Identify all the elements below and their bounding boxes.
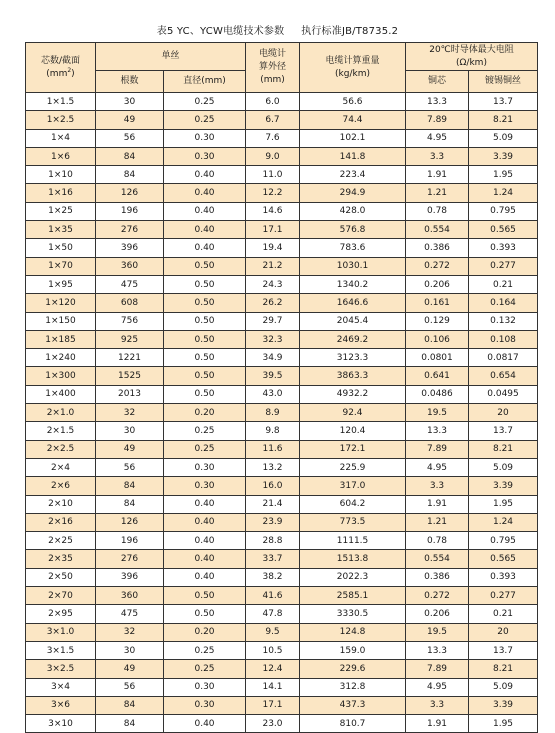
cell-wire-count: 32: [96, 623, 164, 641]
table-row: [26, 385, 538, 403]
cell-wire-count: 49: [96, 440, 164, 458]
cell-wire-diameter: 0.40: [164, 532, 246, 550]
cell-wire-count: 396: [96, 568, 164, 586]
cell-wire-diameter: 0.25: [164, 440, 246, 458]
cell-copper-resistance: 0.0801: [406, 349, 469, 367]
cell-outer-diameter: 14.6: [246, 202, 300, 220]
cell-copper-resistance: 0.641: [406, 367, 469, 385]
cell-wire-count: 84: [96, 166, 164, 184]
cell-outer-diameter: 6.0: [246, 93, 300, 111]
cell-weight: 56.6: [300, 93, 406, 111]
header-tinned-copper: 镀锡铜丝: [469, 71, 538, 93]
cell-wire-diameter: 0.40: [164, 495, 246, 513]
cell-weight: 124.8: [300, 623, 406, 641]
cell-copper-resistance: 19.5: [406, 404, 469, 422]
cell-core: 1×16: [26, 184, 96, 202]
cell-copper-resistance: 1.21: [406, 513, 469, 531]
cell-wire-diameter: 0.50: [164, 605, 246, 623]
cell-tinned-resistance: 5.09: [469, 678, 538, 696]
cell-tinned-resistance: 0.0495: [469, 385, 538, 403]
cell-weight: 223.4: [300, 166, 406, 184]
cell-copper-resistance: 0.386: [406, 568, 469, 586]
cell-wire-diameter: 0.25: [164, 641, 246, 659]
cell-copper-resistance: 1.91: [406, 495, 469, 513]
cell-outer-diameter: 8.9: [246, 404, 300, 422]
cell-outer-diameter: 19.4: [246, 239, 300, 257]
cell-tinned-resistance: 1.95: [469, 166, 538, 184]
table-row: [26, 184, 538, 202]
cell-outer-diameter: 38.2: [246, 568, 300, 586]
cell-copper-resistance: 0.106: [406, 330, 469, 348]
table-row: [26, 513, 538, 531]
cell-weight: 92.4: [300, 404, 406, 422]
cell-tinned-resistance: 0.393: [469, 568, 538, 586]
table-row: [26, 367, 538, 385]
cell-weight: 1513.8: [300, 550, 406, 568]
cell-core: 3×4: [26, 678, 96, 696]
header-resistance: 20℃时导体最大电阻 (Ω/km): [406, 43, 538, 71]
header-core-label: 芯数/截面: [40, 55, 81, 66]
table-row: [26, 550, 538, 568]
cell-core: 2×2.5: [26, 440, 96, 458]
cell-weight: 317.0: [300, 477, 406, 495]
cell-weight: 2585.1: [300, 587, 406, 605]
cell-wire-diameter: 0.40: [164, 202, 246, 220]
cell-outer-diameter: 9.8: [246, 422, 300, 440]
cell-copper-resistance: 13.3: [406, 422, 469, 440]
cell-tinned-resistance: 0.277: [469, 257, 538, 275]
table-row: [26, 660, 538, 678]
cell-weight: 3863.3: [300, 367, 406, 385]
table-row: [26, 330, 538, 348]
cell-weight: 229.6: [300, 660, 406, 678]
cell-outer-diameter: 24.3: [246, 275, 300, 293]
cell-tinned-resistance: 0.795: [469, 202, 538, 220]
cell-core: 3×1.0: [26, 623, 96, 641]
cell-outer-diameter: 14.1: [246, 678, 300, 696]
cell-weight: 783.6: [300, 239, 406, 257]
cell-tinned-resistance: 8.21: [469, 111, 538, 129]
header-copper: 铜芯: [406, 71, 469, 93]
cell-copper-resistance: 4.95: [406, 678, 469, 696]
table-row: [26, 239, 538, 257]
header-weight: 电缆计算重量 (kg/km): [300, 43, 406, 93]
cell-copper-resistance: 7.89: [406, 660, 469, 678]
cell-wire-diameter: 0.40: [164, 513, 246, 531]
cell-wire-count: 30: [96, 93, 164, 111]
cell-outer-diameter: 16.0: [246, 477, 300, 495]
cell-wire-count: 126: [96, 184, 164, 202]
cell-weight: 159.0: [300, 641, 406, 659]
cell-wire-diameter: 0.25: [164, 422, 246, 440]
cell-core: 2×1.0: [26, 404, 96, 422]
cell-wire-diameter: 0.50: [164, 312, 246, 330]
cable-spec-table: [25, 42, 538, 733]
cell-core: 1×4: [26, 129, 96, 147]
cell-wire-count: 276: [96, 550, 164, 568]
cell-wire-count: 360: [96, 587, 164, 605]
cell-tinned-resistance: 0.21: [469, 275, 538, 293]
cell-wire-diameter: 0.50: [164, 275, 246, 293]
cell-core: 2×1.5: [26, 422, 96, 440]
cell-wire-diameter: 0.30: [164, 147, 246, 165]
cell-outer-diameter: 32.3: [246, 330, 300, 348]
cell-core: 2×95: [26, 605, 96, 623]
cell-wire-count: 30: [96, 422, 164, 440]
cell-wire-diameter: 0.30: [164, 696, 246, 714]
table-row: [26, 678, 538, 696]
cell-wire-diameter: 0.20: [164, 623, 246, 641]
cell-outer-diameter: 21.2: [246, 257, 300, 275]
cell-wire-diameter: 0.25: [164, 660, 246, 678]
table-row: [26, 312, 538, 330]
cell-outer-diameter: 11.6: [246, 440, 300, 458]
cell-copper-resistance: 1.21: [406, 184, 469, 202]
cell-wire-count: 49: [96, 660, 164, 678]
cell-tinned-resistance: 5.09: [469, 458, 538, 476]
cell-weight: 2022.3: [300, 568, 406, 586]
table-row: [26, 111, 538, 129]
table-row: [26, 532, 538, 550]
cell-weight: 428.0: [300, 202, 406, 220]
cell-copper-resistance: 0.161: [406, 294, 469, 312]
table-row: [26, 294, 538, 312]
cell-wire-count: 30: [96, 641, 164, 659]
cell-outer-diameter: 34.9: [246, 349, 300, 367]
cell-core: 1×400: [26, 385, 96, 403]
cell-core: 1×185: [26, 330, 96, 348]
cell-weight: 810.7: [300, 715, 406, 733]
cell-tinned-resistance: 8.21: [469, 660, 538, 678]
cell-weight: 4932.2: [300, 385, 406, 403]
cell-core: 2×25: [26, 532, 96, 550]
cell-wire-count: 84: [96, 696, 164, 714]
cell-copper-resistance: 7.89: [406, 440, 469, 458]
cell-core: 3×6: [26, 696, 96, 714]
cell-copper-resistance: 4.95: [406, 129, 469, 147]
cell-copper-resistance: 0.272: [406, 257, 469, 275]
cell-wire-diameter: 0.30: [164, 678, 246, 696]
cell-wire-diameter: 0.50: [164, 367, 246, 385]
cell-wire-diameter: 0.50: [164, 330, 246, 348]
cell-weight: 437.3: [300, 696, 406, 714]
cell-core: 1×70: [26, 257, 96, 275]
table-row: [26, 568, 538, 586]
cell-weight: 576.8: [300, 221, 406, 239]
cell-wire-diameter: 0.30: [164, 458, 246, 476]
cell-wire-diameter: 0.30: [164, 129, 246, 147]
cell-wire-count: 2013: [96, 385, 164, 403]
cell-weight: 225.9: [300, 458, 406, 476]
cell-wire-count: 1525: [96, 367, 164, 385]
cell-weight: 2045.4: [300, 312, 406, 330]
cell-outer-diameter: 21.4: [246, 495, 300, 513]
cell-wire-diameter: 0.40: [164, 550, 246, 568]
cell-outer-diameter: 13.2: [246, 458, 300, 476]
cell-copper-resistance: 3.3: [406, 477, 469, 495]
cell-core: 2×35: [26, 550, 96, 568]
cell-copper-resistance: 4.95: [406, 458, 469, 476]
cell-core: 1×6: [26, 147, 96, 165]
cell-tinned-resistance: 13.7: [469, 641, 538, 659]
cell-copper-resistance: 0.386: [406, 239, 469, 257]
cell-wire-count: 396: [96, 239, 164, 257]
table-row: [26, 147, 538, 165]
table-row: [26, 641, 538, 659]
cell-outer-diameter: 9.5: [246, 623, 300, 641]
cell-wire-count: 475: [96, 605, 164, 623]
cell-copper-resistance: 0.78: [406, 202, 469, 220]
table-row: [26, 477, 538, 495]
cell-wire-diameter: 0.40: [164, 221, 246, 239]
cell-wire-count: 32: [96, 404, 164, 422]
cell-tinned-resistance: 1.24: [469, 184, 538, 202]
cell-weight: 1030.1: [300, 257, 406, 275]
cell-outer-diameter: 39.5: [246, 367, 300, 385]
cell-copper-resistance: 1.91: [406, 166, 469, 184]
cell-wire-diameter: 0.40: [164, 568, 246, 586]
cell-outer-diameter: 43.0: [246, 385, 300, 403]
cell-wire-diameter: 0.40: [164, 184, 246, 202]
cell-core: 2×4: [26, 458, 96, 476]
table-row: [26, 93, 538, 111]
cell-wire-diameter: 0.30: [164, 477, 246, 495]
cell-copper-resistance: 19.5: [406, 623, 469, 641]
cell-copper-resistance: 0.78: [406, 532, 469, 550]
cell-core: 3×10: [26, 715, 96, 733]
cell-weight: 773.5: [300, 513, 406, 531]
cell-outer-diameter: 7.6: [246, 129, 300, 147]
cell-outer-diameter: 28.8: [246, 532, 300, 550]
cell-tinned-resistance: 0.277: [469, 587, 538, 605]
cell-tinned-resistance: 0.654: [469, 367, 538, 385]
cell-outer-diameter: 23.0: [246, 715, 300, 733]
cell-tinned-resistance: 0.164: [469, 294, 538, 312]
table-row: [26, 129, 538, 147]
cell-tinned-resistance: 8.21: [469, 440, 538, 458]
cell-outer-diameter: 26.2: [246, 294, 300, 312]
cell-wire-diameter: 0.25: [164, 93, 246, 111]
cell-copper-resistance: 0.554: [406, 221, 469, 239]
cell-core: 1×300: [26, 367, 96, 385]
cell-wire-count: 126: [96, 513, 164, 531]
cell-wire-count: 925: [96, 330, 164, 348]
table-body: [26, 93, 538, 733]
cell-wire-diameter: 0.50: [164, 587, 246, 605]
cell-outer-diameter: 41.6: [246, 587, 300, 605]
cell-wire-count: 84: [96, 715, 164, 733]
cell-wire-count: 56: [96, 678, 164, 696]
cell-wire-count: 49: [96, 111, 164, 129]
cell-wire-diameter: 0.25: [164, 111, 246, 129]
cell-core: 3×1.5: [26, 641, 96, 659]
cell-tinned-resistance: 0.132: [469, 312, 538, 330]
cell-tinned-resistance: 0.795: [469, 532, 538, 550]
cell-tinned-resistance: 1.24: [469, 513, 538, 531]
cell-weight: 3330.5: [300, 605, 406, 623]
cell-core: 1×25: [26, 202, 96, 220]
cell-outer-diameter: 17.1: [246, 696, 300, 714]
cell-core: 1×2.5: [26, 111, 96, 129]
table-row: [26, 257, 538, 275]
cell-wire-diameter: 0.20: [164, 404, 246, 422]
cell-wire-count: 276: [96, 221, 164, 239]
table-row: [26, 587, 538, 605]
cell-core: 1×120: [26, 294, 96, 312]
cell-wire-diameter: 0.40: [164, 166, 246, 184]
cell-tinned-resistance: 0.21: [469, 605, 538, 623]
cell-core: 2×70: [26, 587, 96, 605]
cell-weight: 1646.6: [300, 294, 406, 312]
header-core: [26, 43, 96, 93]
cell-core: 2×16: [26, 513, 96, 531]
cell-tinned-resistance: 13.7: [469, 422, 538, 440]
cell-wire-count: 84: [96, 147, 164, 165]
cell-weight: 74.4: [300, 111, 406, 129]
cell-copper-resistance: 13.3: [406, 93, 469, 111]
cell-tinned-resistance: 3.39: [469, 696, 538, 714]
cell-copper-resistance: 1.91: [406, 715, 469, 733]
cell-weight: 1340.2: [300, 275, 406, 293]
cell-copper-resistance: 0.206: [406, 605, 469, 623]
cell-core: 3×2.5: [26, 660, 96, 678]
cell-outer-diameter: 6.7: [246, 111, 300, 129]
cell-core: 2×50: [26, 568, 96, 586]
cell-wire-count: 196: [96, 532, 164, 550]
table-row: [26, 422, 538, 440]
cell-weight: 312.8: [300, 678, 406, 696]
cell-weight: 141.8: [300, 147, 406, 165]
table-row: [26, 495, 538, 513]
table-row: [26, 696, 538, 714]
cell-core: 1×95: [26, 275, 96, 293]
cell-wire-count: 56: [96, 129, 164, 147]
cell-wire-count: 56: [96, 458, 164, 476]
cell-wire-count: 608: [96, 294, 164, 312]
cell-core: 2×10: [26, 495, 96, 513]
cell-wire-diameter: 0.50: [164, 294, 246, 312]
cell-outer-diameter: 23.9: [246, 513, 300, 531]
table-row: [26, 275, 538, 293]
cell-tinned-resistance: 0.108: [469, 330, 538, 348]
cell-wire-count: 1221: [96, 349, 164, 367]
cell-core: 1×10: [26, 166, 96, 184]
table-row: [26, 605, 538, 623]
cell-tinned-resistance: 1.95: [469, 715, 538, 733]
cell-weight: 2469.2: [300, 330, 406, 348]
cell-tinned-resistance: 0.565: [469, 550, 538, 568]
cell-tinned-resistance: 0.0817: [469, 349, 538, 367]
cell-outer-diameter: 33.7: [246, 550, 300, 568]
cell-copper-resistance: 0.129: [406, 312, 469, 330]
cell-weight: 172.1: [300, 440, 406, 458]
cell-core: 1×35: [26, 221, 96, 239]
cell-wire-count: 360: [96, 257, 164, 275]
cell-tinned-resistance: 20: [469, 404, 538, 422]
cell-tinned-resistance: 20: [469, 623, 538, 641]
cell-wire-diameter: 0.50: [164, 385, 246, 403]
header-outer-diameter: 电缆计 算外径 (mm): [246, 43, 300, 93]
cell-wire-count: 196: [96, 202, 164, 220]
table-row: [26, 623, 538, 641]
cell-core: 1×240: [26, 349, 96, 367]
cell-tinned-resistance: 0.565: [469, 221, 538, 239]
table-row: [26, 221, 538, 239]
header-core-unit: $(mm^2)$: [46, 66, 75, 79]
cell-outer-diameter: 12.4: [246, 660, 300, 678]
table-row: [26, 458, 538, 476]
header-single-wire: 单丝: [96, 43, 246, 71]
cell-copper-resistance: 13.3: [406, 641, 469, 659]
cell-tinned-resistance: 1.95: [469, 495, 538, 513]
cell-weight: 120.4: [300, 422, 406, 440]
cell-copper-resistance: 0.272: [406, 587, 469, 605]
cell-weight: 102.1: [300, 129, 406, 147]
cell-core: 1×1.5: [26, 93, 96, 111]
cell-copper-resistance: 0.206: [406, 275, 469, 293]
cell-core: 1×50: [26, 239, 96, 257]
cell-wire-diameter: 0.40: [164, 715, 246, 733]
table-row: [26, 166, 538, 184]
cell-tinned-resistance: 3.39: [469, 147, 538, 165]
cell-core: 2×6: [26, 477, 96, 495]
cell-copper-resistance: 3.3: [406, 147, 469, 165]
cell-wire-count: 475: [96, 275, 164, 293]
table-row: [26, 349, 538, 367]
cell-weight: 294.9: [300, 184, 406, 202]
table-row: [26, 202, 538, 220]
table-row: [26, 715, 538, 733]
cell-wire-diameter: 0.50: [164, 349, 246, 367]
header-wire-count: 根数: [96, 71, 164, 93]
cell-wire-count: 84: [96, 477, 164, 495]
cell-wire-count: 756: [96, 312, 164, 330]
cell-copper-resistance: 3.3: [406, 696, 469, 714]
cell-tinned-resistance: 0.393: [469, 239, 538, 257]
cell-outer-diameter: 47.8: [246, 605, 300, 623]
cell-wire-diameter: 0.40: [164, 239, 246, 257]
cell-weight: 3123.3: [300, 349, 406, 367]
cell-outer-diameter: 12.2: [246, 184, 300, 202]
table-row: [26, 404, 538, 422]
cell-wire-count: 84: [96, 495, 164, 513]
cell-outer-diameter: 9.0: [246, 147, 300, 165]
cell-core: 1×150: [26, 312, 96, 330]
cell-copper-resistance: 0.554: [406, 550, 469, 568]
cell-copper-resistance: 7.89: [406, 111, 469, 129]
cell-weight: 1111.5: [300, 532, 406, 550]
cell-copper-resistance: 0.0486: [406, 385, 469, 403]
table-title: 表5 YC、YCW电缆技术参数 执行标准JB/T8735.2: [156, 26, 399, 37]
cell-outer-diameter: 17.1: [246, 221, 300, 239]
cell-tinned-resistance: 13.7: [469, 93, 538, 111]
cell-tinned-resistance: 3.39: [469, 477, 538, 495]
cell-outer-diameter: 29.7: [246, 312, 300, 330]
cell-outer-diameter: 11.0: [246, 166, 300, 184]
header-wire-diameter: 直径(mm): [164, 71, 246, 93]
cell-outer-diameter: 10.5: [246, 641, 300, 659]
table-row: [26, 440, 538, 458]
cell-wire-diameter: 0.50: [164, 257, 246, 275]
cell-weight: 604.2: [300, 495, 406, 513]
cell-tinned-resistance: 5.09: [469, 129, 538, 147]
